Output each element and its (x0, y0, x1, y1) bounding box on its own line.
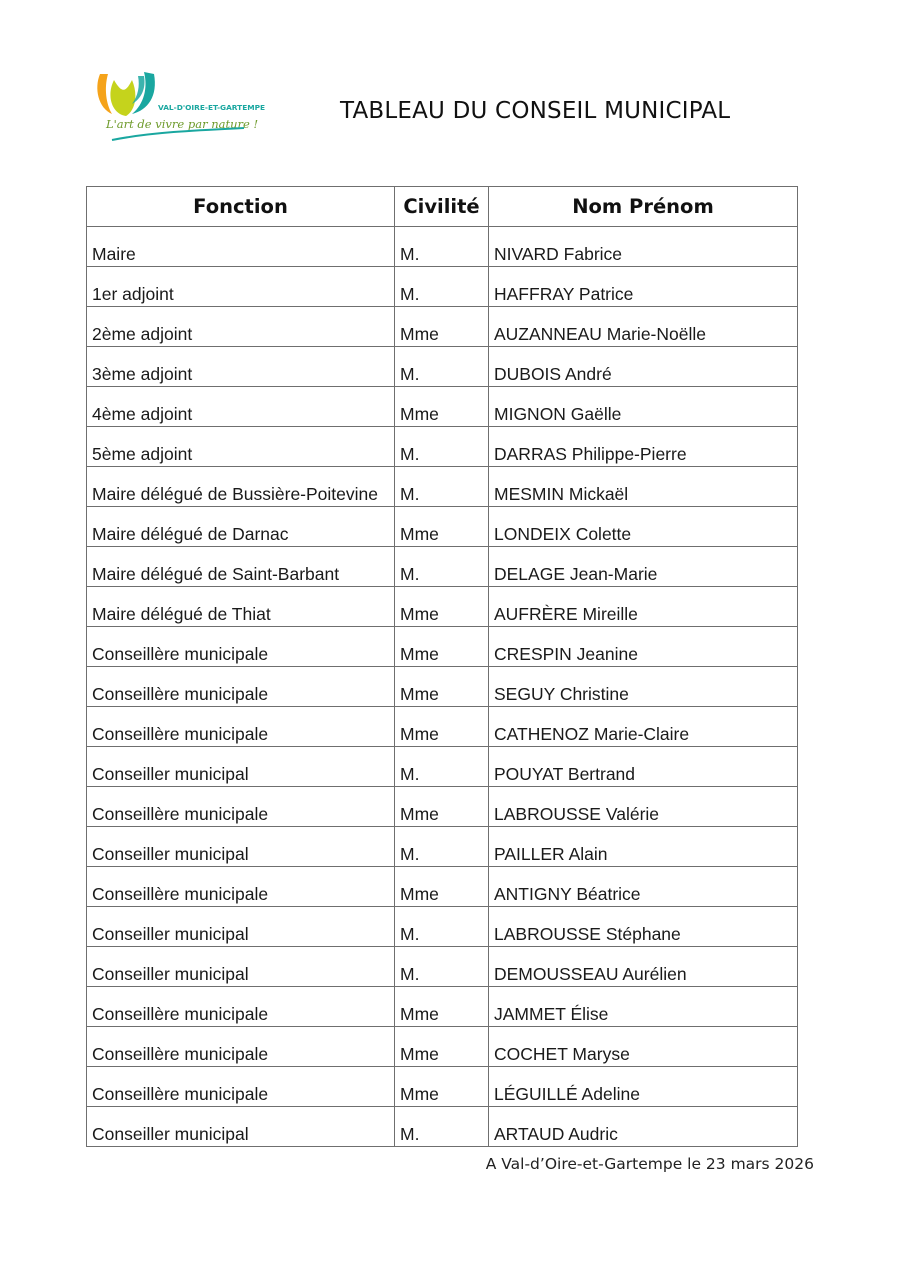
cell-civilite: M. (395, 827, 489, 867)
council-table-body (87, 227, 798, 1147)
cell-nom-prenom: DELAGE Jean-Marie (489, 547, 798, 587)
table-row (87, 1067, 798, 1107)
cell-nom-prenom: LABROUSSE Valérie (489, 787, 798, 827)
table-row (87, 267, 798, 307)
logo-lime-leaf (110, 80, 135, 116)
table-row (87, 707, 798, 747)
cell-fonction: 2ème adjoint (87, 307, 395, 347)
cell-fonction: Conseillère municipale (87, 707, 395, 747)
cell-nom-prenom: COCHET Maryse (489, 1027, 798, 1067)
cell-civilite: M. (395, 427, 489, 467)
cell-nom-prenom: AUFRÈRE Mireille (489, 587, 798, 627)
cell-fonction: Conseillère municipale (87, 1067, 395, 1107)
cell-civilite: M. (395, 227, 489, 267)
cell-nom-prenom: CATHENOZ Marie-Claire (489, 707, 798, 747)
table-row (87, 947, 798, 987)
table-row (87, 587, 798, 627)
cell-civilite: M. (395, 467, 489, 507)
cell-fonction: Maire (87, 227, 395, 267)
cell-fonction: Conseillère municipale (87, 667, 395, 707)
cell-civilite: Mme (395, 787, 489, 827)
cell-civilite: M. (395, 907, 489, 947)
cell-nom-prenom: DUBOIS André (489, 347, 798, 387)
cell-civilite: Mme (395, 667, 489, 707)
cell-fonction: Conseiller municipal (87, 947, 395, 987)
cell-civilite: Mme (395, 507, 489, 547)
council-table (86, 186, 798, 1147)
table-row (87, 787, 798, 827)
logo-orange-leaf (97, 74, 112, 114)
cell-fonction: 1er adjoint (87, 267, 395, 307)
cell-fonction: Conseillère municipale (87, 787, 395, 827)
cell-fonction: Conseillère municipale (87, 627, 395, 667)
table-row (87, 227, 798, 267)
cell-nom-prenom: SEGUY Christine (489, 667, 798, 707)
cell-nom-prenom: LÉGUILLÉ Adeline (489, 1067, 798, 1107)
table-header-row (87, 187, 798, 227)
cell-fonction: Maire délégué de Thiat (87, 587, 395, 627)
header-fonction: Fonction (87, 187, 395, 227)
table-row (87, 627, 798, 667)
cell-nom-prenom: AUZANNEAU Marie-Noëlle (489, 307, 798, 347)
logo-name-text: VAL-D'OIRE-ET-GARTEMPE (158, 103, 266, 112)
cell-nom-prenom: PAILLER Alain (489, 827, 798, 867)
table-row (87, 867, 798, 907)
header-civilite: Civilité (395, 187, 489, 227)
table-row (87, 1107, 798, 1147)
cell-fonction: Conseiller municipal (87, 747, 395, 787)
cell-nom-prenom: CRESPIN Jeanine (489, 627, 798, 667)
cell-nom-prenom: HAFFRAY Patrice (489, 267, 798, 307)
table-row (87, 347, 798, 387)
table-row (87, 747, 798, 787)
cell-fonction: Maire délégué de Bussière-Poitevine (87, 467, 395, 507)
cell-fonction: 5ème adjoint (87, 427, 395, 467)
cell-fonction: Conseiller municipal (87, 907, 395, 947)
logo-slogan-text: L'art de vivre par nature ! (106, 117, 259, 131)
cell-civilite: M. (395, 547, 489, 587)
cell-civilite: Mme (395, 627, 489, 667)
cell-fonction: 4ème adjoint (87, 387, 395, 427)
cell-fonction: Conseillère municipale (87, 1027, 395, 1067)
cell-civilite: M. (395, 947, 489, 987)
table-row (87, 507, 798, 547)
table-row (87, 987, 798, 1027)
cell-nom-prenom: POUYAT Bertrand (489, 747, 798, 787)
cell-civilite: Mme (395, 867, 489, 907)
municipality-logo (92, 66, 266, 148)
table-row (87, 667, 798, 707)
cell-civilite: Mme (395, 1027, 489, 1067)
page-title: TABLEAU DU CONSEIL MUNICIPAL (340, 98, 731, 124)
table-row (87, 387, 798, 427)
cell-civilite: Mme (395, 707, 489, 747)
table-row (87, 427, 798, 467)
cell-nom-prenom: JAMMET Élise (489, 987, 798, 1027)
cell-fonction: Conseiller municipal (87, 1107, 395, 1147)
cell-nom-prenom: DARRAS Philippe-Pierre (489, 427, 798, 467)
cell-civilite: M. (395, 267, 489, 307)
cell-nom-prenom: NIVARD Fabrice (489, 227, 798, 267)
cell-fonction: 3ème adjoint (87, 347, 395, 387)
cell-civilite: Mme (395, 307, 489, 347)
cell-civilite: M. (395, 1107, 489, 1147)
cell-nom-prenom: MESMIN Mickaël (489, 467, 798, 507)
table-row (87, 307, 798, 347)
table-row (87, 467, 798, 507)
cell-nom-prenom: LONDEIX Colette (489, 507, 798, 547)
cell-fonction: Maire délégué de Darnac (87, 507, 395, 547)
cell-nom-prenom: ARTAUD Audric (489, 1107, 798, 1147)
cell-civilite: M. (395, 747, 489, 787)
cell-fonction: Maire délégué de Saint-Barbant (87, 547, 395, 587)
cell-fonction: Conseillère municipale (87, 987, 395, 1027)
cell-fonction: Conseillère municipale (87, 867, 395, 907)
table-row (87, 1027, 798, 1067)
header-nom-prenom: Nom Prénom (489, 187, 798, 227)
signature-date-line: A Val-d’Oire-et-Gartempe le 23 mars 2026 (485, 1155, 814, 1173)
cell-civilite: Mme (395, 987, 489, 1027)
table-row (87, 827, 798, 867)
cell-nom-prenom: DEMOUSSEAU Aurélien (489, 947, 798, 987)
table-row (87, 547, 798, 587)
cell-nom-prenom: LABROUSSE Stéphane (489, 907, 798, 947)
cell-civilite: Mme (395, 1067, 489, 1107)
cell-civilite: Mme (395, 387, 489, 427)
cell-civilite: M. (395, 347, 489, 387)
cell-nom-prenom: MIGNON Gaëlle (489, 387, 798, 427)
cell-civilite: Mme (395, 587, 489, 627)
cell-fonction: Conseiller municipal (87, 827, 395, 867)
table-row (87, 907, 798, 947)
cell-nom-prenom: ANTIGNY Béatrice (489, 867, 798, 907)
